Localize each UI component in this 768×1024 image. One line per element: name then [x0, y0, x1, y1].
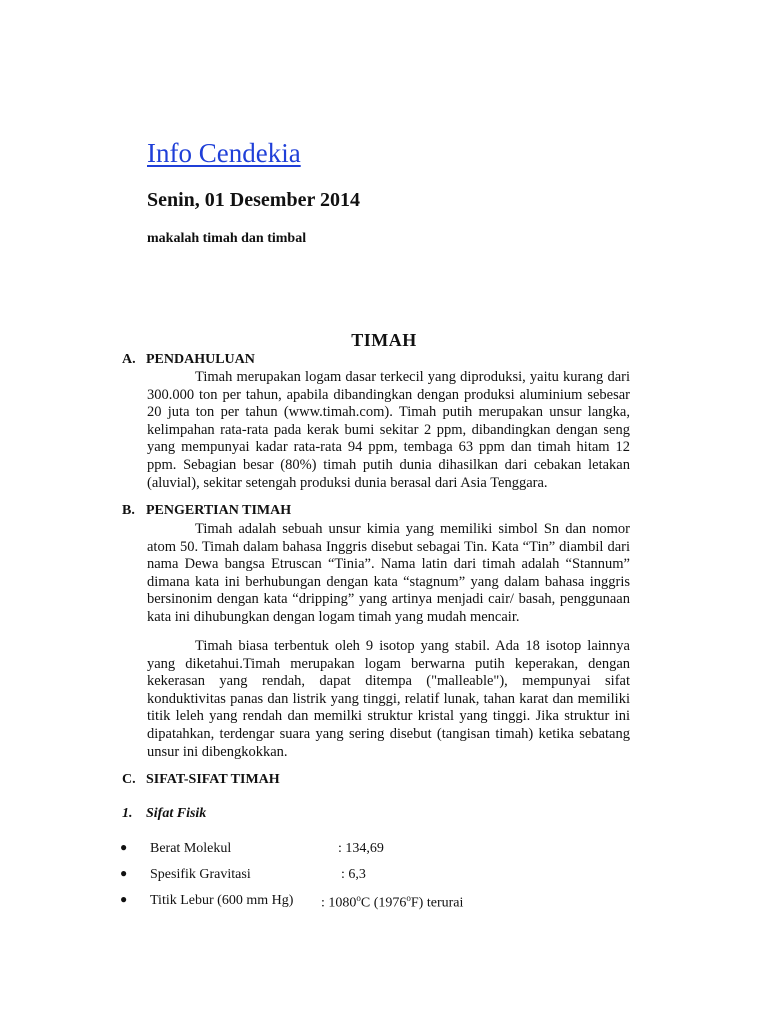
section-b-paragraph-1-text: Timah adalah sebuah unsur kimia yang memiliki simbol Sn dan nomor atom 50. Timah dalam bahasa Inggris disebut sebagai Tin. Kata “Tin” diambil dari nama Dewa bangsa Etruscan “Tinia”. Nama latin dari timah adalah “Stannum” dimana kata ini berhubungan dengan kata “stagnum” yang dalam bahasa inggris bersinonim dengan kata “dripping” yang artinya menjadi cair/ basah, penggunaan kata ini dihubungkan dengan logam timah yang mudah mencair. — [147, 521, 630, 625]
section-b-label: PENGERTIAN TIMAH — [146, 503, 292, 518]
subsection-sifat-fisik-title — [122, 806, 206, 822]
blog-title-link[interactable]: Info Cendekia — [147, 138, 301, 168]
property-label: Titik Lebur (600 mm Hg) — [150, 893, 294, 908]
section-a-letter: A. — [122, 352, 136, 367]
value-part: C (1976 — [360, 895, 407, 911]
section-a-label: PENDAHULUAN — [146, 352, 255, 367]
post-title: makalah timah dan timbal — [147, 231, 307, 246]
section-c-title — [122, 772, 280, 788]
property-label: Berat Molekul — [150, 841, 232, 856]
subsection-label: Sifat Fisik — [146, 806, 207, 821]
degree-sup: o — [406, 893, 411, 903]
section-a-paragraph — [147, 369, 630, 492]
document-heading: TIMAH — [351, 330, 417, 350]
section-a-title — [122, 352, 255, 368]
property-value — [321, 893, 463, 912]
property-label: Spesifik Gravitasi — [150, 867, 251, 882]
bullet-icon: ● — [120, 840, 128, 854]
section-c-label: SIFAT-SIFAT TIMAH — [146, 772, 280, 787]
property-value: : 6,3 — [341, 867, 366, 882]
section-b-paragraph-2-text: Timah biasa terbentuk oleh 9 isotop yang stabil. Ada 18 isotop lainnya yang diketahui.Timah merupakan logam berwarna putih keperakan, dengan kekerasan yang rendah, dapat ditempa ("malleable"), mempunyai sifat konduktivitas panas dan listrik yang tinggi, relatif lunak, tahan karat dan memiliki titik leleh yang rendah dan memilki struktur kristal yang tinggi. Jika struktur ini dipatahkan, terdengar suara yang sering disebut (tangisan timah) ketika sebatang unsur ini dibengkokkan. — [147, 638, 630, 760]
value-part: F) terurai — [410, 895, 464, 911]
section-a-paragraph-text: Timah merupakan logam dasar terkecil yang diproduksi, yaitu kurang dari 300.000 ton per tahun, apabila dibandingkan dengan produksi aluminium sebesar 20 juta ton per tahun (www.timah.com). Timah putih merupakan unsur langka, kelimpahan rata-rata pada kerak bumi sekitar 2 ppm, dibandingkan dengan seng yang mempunyai kadar rata-rata 94 ppm, tembaga 63 ppm dan timah hitam 12 ppm. Sebagian besar (80%) timah putih dunia dihasilkan dari cebakan letakan (aluvial), sekitar setengah produksi dunia berasal dari Asia Tenggara. — [147, 369, 630, 491]
degree-sup: o — [356, 893, 361, 903]
section-b-letter: B. — [122, 503, 135, 518]
property-value: : 134,69 — [338, 841, 384, 856]
post-date: Senin, 01 Desember 2014 — [147, 189, 360, 211]
value-part: : 1080 — [321, 895, 357, 911]
section-b-paragraph-2 — [147, 638, 630, 761]
bullet-icon: ● — [120, 892, 128, 906]
bullet-icon: ● — [120, 866, 128, 880]
section-c-letter: C. — [122, 772, 136, 787]
section-b-paragraph-1 — [147, 521, 630, 627]
section-b-title — [122, 503, 291, 519]
subsection-number: 1. — [122, 806, 133, 821]
